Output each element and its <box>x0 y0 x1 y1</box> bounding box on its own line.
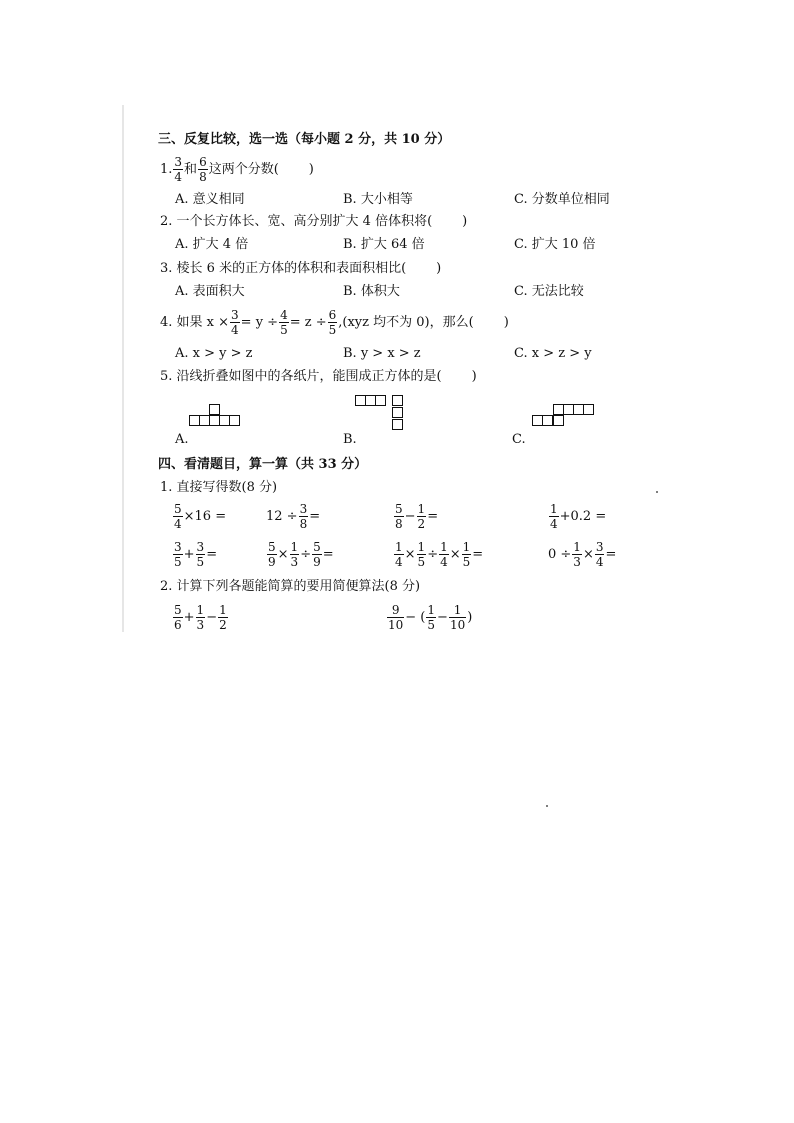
part2-title: 2. 计算下列各题能简算的要用简便算法(8 分) <box>160 579 421 594</box>
question-3: 3. 棱长 6 米的正方体的体积和表面积相比( ) <box>160 261 442 276</box>
fraction: $\frac{1}{3}$ <box>196 603 205 632</box>
net-square <box>542 415 553 426</box>
calc-1: $\frac{5}{4}$ ×16 = <box>174 502 227 531</box>
fraction: $\frac{3}{4}$ <box>174 155 183 184</box>
q3-option-b: B. 体积大 <box>343 284 400 299</box>
q3-option-a: A. 表面积大 <box>175 284 245 299</box>
q2-option-b: B. 扩大 64 倍 <box>343 237 425 252</box>
scan-speck <box>656 491 658 493</box>
q4-option-b: B. y > x > z <box>343 346 421 361</box>
fraction: $\frac{1}{4}$ <box>395 540 403 569</box>
fraction: $\frac{3}{4}$ <box>595 540 604 569</box>
q1-option-a: A. 意义相同 <box>175 192 245 207</box>
scan-speck <box>546 805 548 807</box>
q5-option-a: A. <box>175 432 189 447</box>
q2-option-c: C. 扩大 10 倍 <box>514 237 596 252</box>
q1-and: 和 <box>184 162 198 177</box>
fraction: $\frac{1}{2}$ <box>417 502 426 531</box>
q3-stem: 3. 棱长 6 米的正方体的体积和表面积相比( <box>160 261 407 276</box>
fraction: $\frac{1}{3}$ <box>290 540 299 569</box>
fraction: $\frac{1}{5}$ <box>427 603 436 632</box>
net-square <box>375 395 386 406</box>
fraction: $\frac{5}{8}$ <box>395 502 403 531</box>
fraction: $\frac{9}{10}$ <box>388 603 404 632</box>
section3-title: 三、反复比较，选一选（每小题 2 分，共 10 分） <box>158 132 451 147</box>
q1-number: 1. <box>160 162 173 177</box>
fraction: $\frac{1}{4}$ <box>440 540 448 569</box>
net-square <box>392 407 403 418</box>
q1-stem: 这两个分数( <box>208 162 279 177</box>
fraction: $\frac{1}{3}$ <box>573 540 581 569</box>
question-4: 4. 如果 x × $\frac{3}{4}$ = y ÷ $\frac{4}{5}$ = z ÷ $\frac{6}{5}$ ,(xyz 均不为 0)，那么( ) <box>160 308 509 337</box>
q5-option-c: C. <box>512 432 526 447</box>
cube-net-c <box>532 404 597 429</box>
calc-8: 0 ÷ $\frac{1}{3}$ × $\frac{3}{4}$ = <box>548 540 617 569</box>
q4-option-a: A. x > y > z <box>175 346 253 361</box>
net-square <box>209 404 220 415</box>
fraction: $\frac{3}{4}$ <box>231 308 239 337</box>
fraction: $\frac{3}{5}$ <box>196 540 205 569</box>
simplify-1: $\frac{5}{6}$ + $\frac{1}{3}$ − $\frac{1}{2}$ <box>174 603 227 632</box>
simplify-2: $\frac{9}{10}$ − ( $\frac{1}{5}$ − $\frac{1}{10}$ ) <box>388 603 473 632</box>
fraction: $\frac{3}{8}$ <box>299 502 308 531</box>
fraction: $\frac{5}{6}$ <box>174 603 182 632</box>
calc-5: $\frac{3}{5}$ + $\frac{3}{5}$ = <box>174 540 218 569</box>
q5-stem: 5. 沿线折叠如图中的各纸片，能围成正方体的是( <box>160 369 442 384</box>
question-1: 1. $\frac{3}{4}$ 和 $\frac{6}{8}$ 这两个分数( ) <box>160 155 314 184</box>
fraction: $\frac{5}{4}$ <box>174 502 182 531</box>
q2-stem: 2. 一个长方体长、宽、高分别扩大 4 倍体积将( <box>160 214 433 229</box>
net-square <box>392 419 403 430</box>
cube-net-a <box>189 404 249 429</box>
net-square <box>392 395 403 406</box>
fraction: $\frac{1}{5}$ <box>462 540 471 569</box>
fraction: $\frac{6}{8}$ <box>199 155 207 184</box>
fraction: $\frac{3}{5}$ <box>174 540 182 569</box>
calc-4: $\frac{1}{4}$ +0.2 = <box>550 502 607 531</box>
q1-option-c: C. 分数单位相同 <box>514 192 610 207</box>
net-square <box>553 415 564 426</box>
fraction: $\frac{1}{2}$ <box>219 603 227 632</box>
calc-6: $\frac{5}{9}$ × $\frac{1}{3}$ ÷ $\frac{5}{9}$ = <box>268 540 334 569</box>
fraction: $\frac{5}{9}$ <box>268 540 276 569</box>
q5-option-b: B. <box>343 432 357 447</box>
fraction: $\frac{4}{5}$ <box>280 308 288 337</box>
q3-option-c: C. 无法比较 <box>514 284 584 299</box>
fraction: $\frac{1}{5}$ <box>417 540 426 569</box>
question-2: 2. 一个长方体长、宽、高分别扩大 4 倍体积将( ) <box>160 214 468 229</box>
question-5: 5. 沿线折叠如图中的各纸片，能围成正方体的是( ) <box>160 369 477 384</box>
q1-option-b: B. 大小相等 <box>343 192 413 207</box>
part1-title: 1. 直接写得数(8 分) <box>160 480 278 495</box>
calc-3: $\frac{5}{8}$ − $\frac{1}{2}$ = <box>395 502 439 531</box>
calc-7: $\frac{1}{4}$ × $\frac{1}{5}$ ÷ $\frac{1}{4}$ × $\frac{1}{5}$ = <box>395 540 484 569</box>
net-square <box>583 404 594 415</box>
fraction: $\frac{6}{5}$ <box>328 308 337 337</box>
q2-option-a: A. 扩大 4 倍 <box>175 237 249 252</box>
section4-title: 四、看清题目，算一算（共 33 分） <box>158 457 368 472</box>
calc-2: 12 ÷ $\frac{3}{8}$ = <box>266 502 321 531</box>
q4-option-c: C. x > z > y <box>514 346 592 361</box>
fraction: $\frac{1}{4}$ <box>550 502 558 531</box>
fraction: $\frac{1}{10}$ <box>449 603 466 632</box>
net-square <box>229 415 240 426</box>
scan-edge <box>122 105 124 632</box>
fraction: $\frac{5}{9}$ <box>313 540 321 569</box>
cube-net-b <box>355 395 410 435</box>
